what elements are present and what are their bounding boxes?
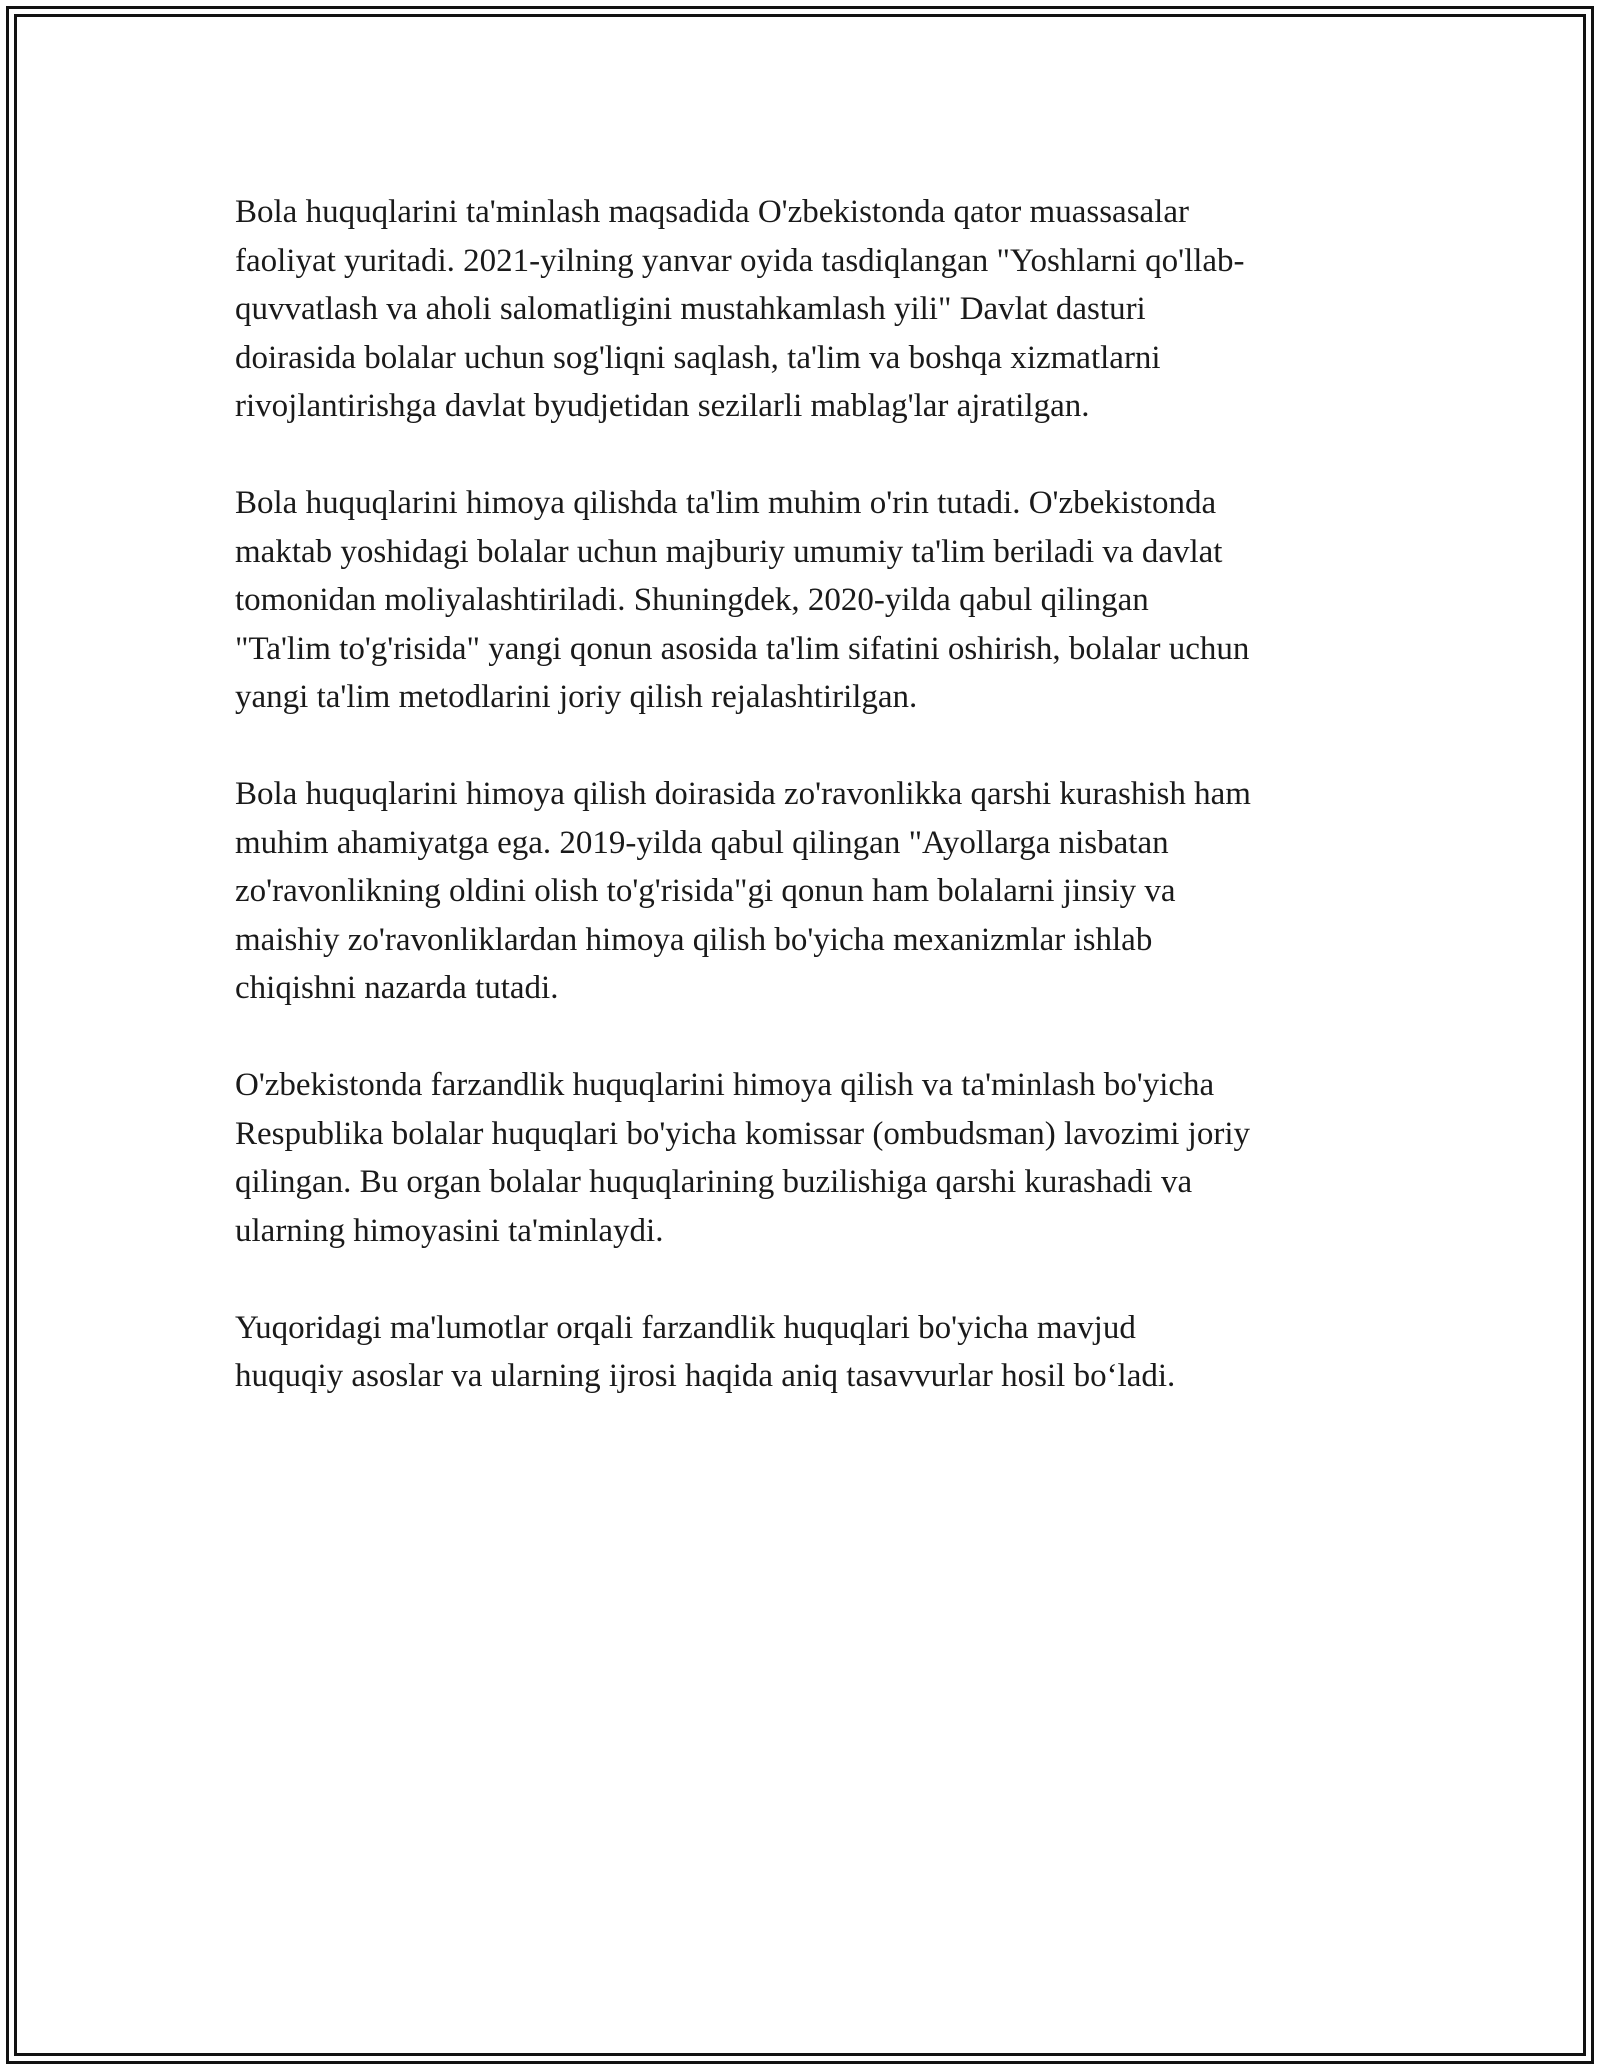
- paragraph-5: Yuqoridagi ma'lumotlar orqali farzandlik huquqlari bo'yicha mavjud huquqiy asoslar va ularning ijrosi haqida aniq tasavvurlar hosil bo‘ladi.: [235, 1309, 1176, 1394]
- paragraph-3: Bola huquqlarini himoya qilish doirasida zo'ravonlikka qarshi kurashish ham muhim ahamiyatga ega. 2019-yilda qabul qilingan "Ayollarga nisbatan zo'ravonlikning oldini olish to'g'risida"gi qonun ham bolalarni jinsiy va maishiy zo'ravonliklardan himoya qilish bo'yicha mexanizmlar ishlab chiqishni nazarda tutadi.: [235, 776, 1251, 1006]
- document-body: [235, 188, 1385, 1449]
- paragraph-4: O'zbekistonda farzandlik huquqlarini himoya qilish va ta'minlash bo'yicha Respublika bolalar huquqlari bo'yicha komissar (ombudsman) lavozimi joriy qilingan. Bu organ bolalar huquqlarining buzilishiga qarshi kurashadi va ularning himoyasini ta'minlaydi.: [235, 1067, 1250, 1249]
- paragraph-1: Bola huquqlarini ta'minlash maqsadida O'zbekistonda qator muassasalar faoliyat yuritadi. 2021-yilning yanvar oyida tasdiqlangan "Yoshlarni qo'llab- quvvatlash va aholi salomatligini mustahkamlash yili" Davlat dasturi doirasida bolalar uchun sog'liqni saqlash, ta'lim va boshqa xizmatlarni rivojlantirishga davlat byudjetidan sezilarli mablag'lar ajratilgan.: [235, 194, 1245, 424]
- paragraph-2: Bola huquqlarini himoya qilishda ta'lim muhim o'rin tutadi. O'zbekistonda maktab yoshidagi bolalar uchun majburiy umumiy ta'lim beriladi va davlat tomonidan moliyalashtiriladi. Shuningdek, 2020-yilda qabul qilingan "Ta'lim to'g'risida" yangi qonun asosida ta'lim sifatini oshirish, bolalar uchun yangi ta'lim metodlarini joriy qilish rejalashtirilgan.: [235, 485, 1250, 715]
